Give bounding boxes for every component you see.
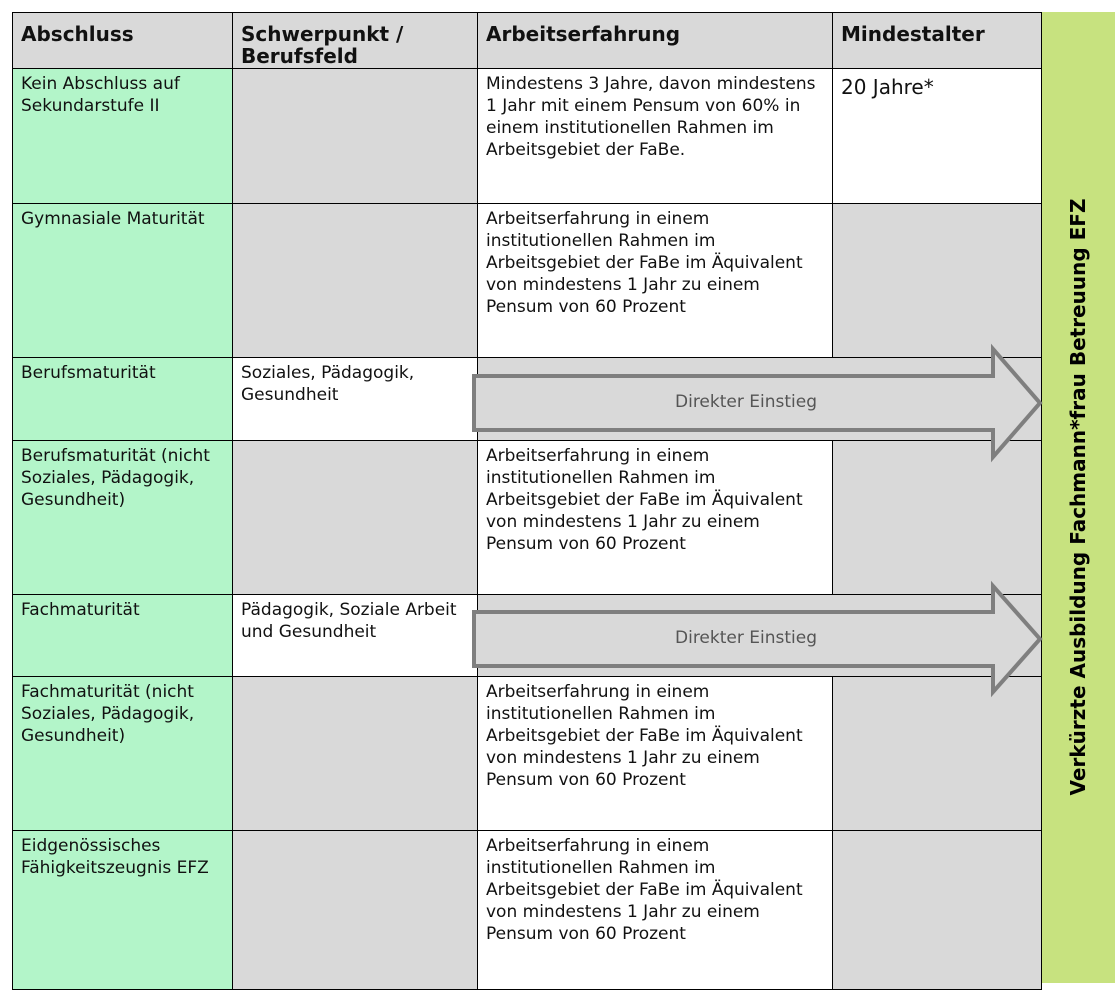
cell-abschluss: Eidgenössisches Fähigkeitszeugnis EFZ xyxy=(12,830,233,990)
cell-arbeitserfahrung: Arbeitserfahrung in einem institutionellen Rahmen im Arbeitsgebiet der FaBe im Äquivalent von mindestens 1 Jahr zu einem Pensum von 60 Prozent xyxy=(477,830,833,990)
cell-arbeitserfahrung: Arbeitserfahrung in einem institutionellen Rahmen im Arbeitsgebiet der FaBe im Äquivalent von mindestens 1 Jahr zu einem Pensum von 60 Prozent xyxy=(477,676,833,831)
cell-schwerpunkt: Soziales, Pädagogik, Gesundheit xyxy=(232,357,478,441)
cell-abschluss: Gymnasiale Maturität xyxy=(12,203,233,358)
cell-arbeitserfahrung: Arbeitserfahrung in einem institutionellen Rahmen im Arbeitsgebiet der FaBe im Äquivalent von mindestens 1 Jahr zu einem Pensum von 60 Prozent xyxy=(477,440,833,595)
cell-arbeitserfahrung: Arbeitserfahrung in einem institutionellen Rahmen im Arbeitsgebiet der FaBe im Äquivalent von mindestens 1 Jahr zu einem Pensum von 60 Prozent xyxy=(477,203,833,358)
cell-abschluss: Fachmaturität (nicht Soziales, Pädagogik, Gesundheit) xyxy=(12,676,233,831)
cell-abschluss: Berufsmaturität (nicht Soziales, Pädagogik, Gesundheit) xyxy=(12,440,233,595)
cell-schwerpunkt: Pädagogik, Soziale Arbeit und Gesundheit xyxy=(232,594,478,677)
arrow-label-direct-entry: Direkter Einstieg xyxy=(675,628,817,648)
header-abschluss: Abschluss xyxy=(12,12,233,69)
cell-arbeitserfahrung: Mindestens 3 Jahre, davon mindestens 1 Jahr mit einem Pensum von 60% in einem institutionellen Rahmen im Arbeitsgebiet der FaBe. xyxy=(477,68,833,204)
header-mindestalter: Mindestalter xyxy=(832,12,1042,69)
sidebar-title: Verkürzte Ausbildung Fachmann*frau Betreuung EFZ xyxy=(1066,198,1090,796)
arrow-label-direct-entry: Direkter Einstieg xyxy=(675,392,817,412)
header-schwerpunkt: Schwerpunkt / Berufsfeld xyxy=(232,12,478,69)
header-arbeitserfahrung: Arbeitserfahrung xyxy=(477,12,833,69)
cell-mindestalter: 20 Jahre* xyxy=(832,68,1042,204)
cell-abschluss: Kein Abschluss auf Sekundarstufe II xyxy=(12,68,233,204)
cell-abschluss: Fachmaturität xyxy=(12,594,233,677)
cell-abschluss: Berufsmaturität xyxy=(12,357,233,441)
